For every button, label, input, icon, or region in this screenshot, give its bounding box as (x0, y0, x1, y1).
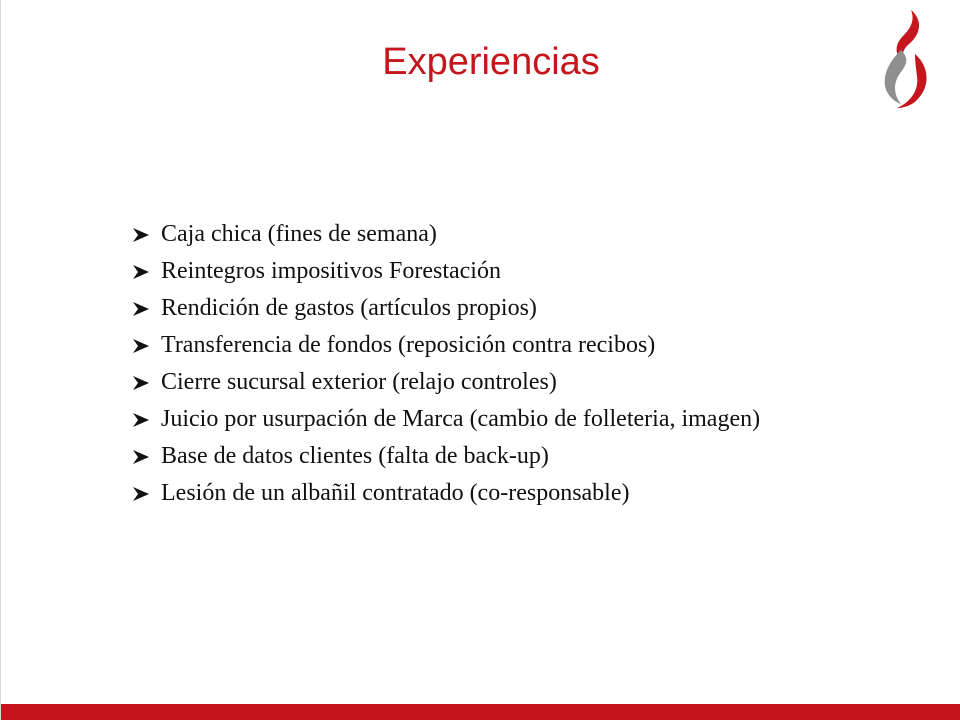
bullet-list (132, 222, 862, 518)
arrowhead-bullet-icon (132, 301, 150, 317)
arrowhead-bullet-icon (132, 449, 150, 465)
arrowhead-bullet-icon (132, 412, 150, 428)
arrowhead-bullet-icon (132, 227, 150, 243)
bullet-item (132, 407, 862, 431)
bullet-text: Lesión de un albañil contratado (co-responsable) (161, 480, 630, 506)
flame-logo-icon (871, 6, 935, 110)
flame-logo-grey-middle (885, 50, 907, 104)
bottom-accent-bar (1, 704, 960, 720)
bullet-item (132, 333, 862, 357)
bullet-text: Reintegros impositivos Forestación (161, 258, 501, 284)
arrowhead-bullet-icon (132, 375, 150, 391)
bullet-text: Transferencia de fondos (reposición contra recibos) (161, 332, 656, 358)
bullet-text: Cierre sucursal exterior (relajo controles) (161, 369, 557, 395)
bullet-item (132, 370, 862, 394)
bullet-text: Juicio por usurpación de Marca (cambio de folleteria, imagen) (161, 406, 761, 432)
arrowhead-bullet-icon (132, 338, 150, 354)
arrowhead-bullet-icon (132, 264, 150, 280)
bullet-text: Base de datos clientes (falta de back-up) (161, 443, 549, 469)
slide-title: Experiencias (382, 41, 600, 83)
bullet-item (132, 222, 862, 246)
bullet-text: Caja chica (fines de semana) (161, 221, 437, 247)
bullet-item (132, 481, 862, 505)
bullet-text: Rendición de gastos (artículos propios) (161, 295, 537, 321)
arrowhead-bullet-icon (132, 486, 150, 502)
bullet-item (132, 296, 862, 320)
bullet-item (132, 444, 862, 468)
bullet-item (132, 259, 862, 283)
